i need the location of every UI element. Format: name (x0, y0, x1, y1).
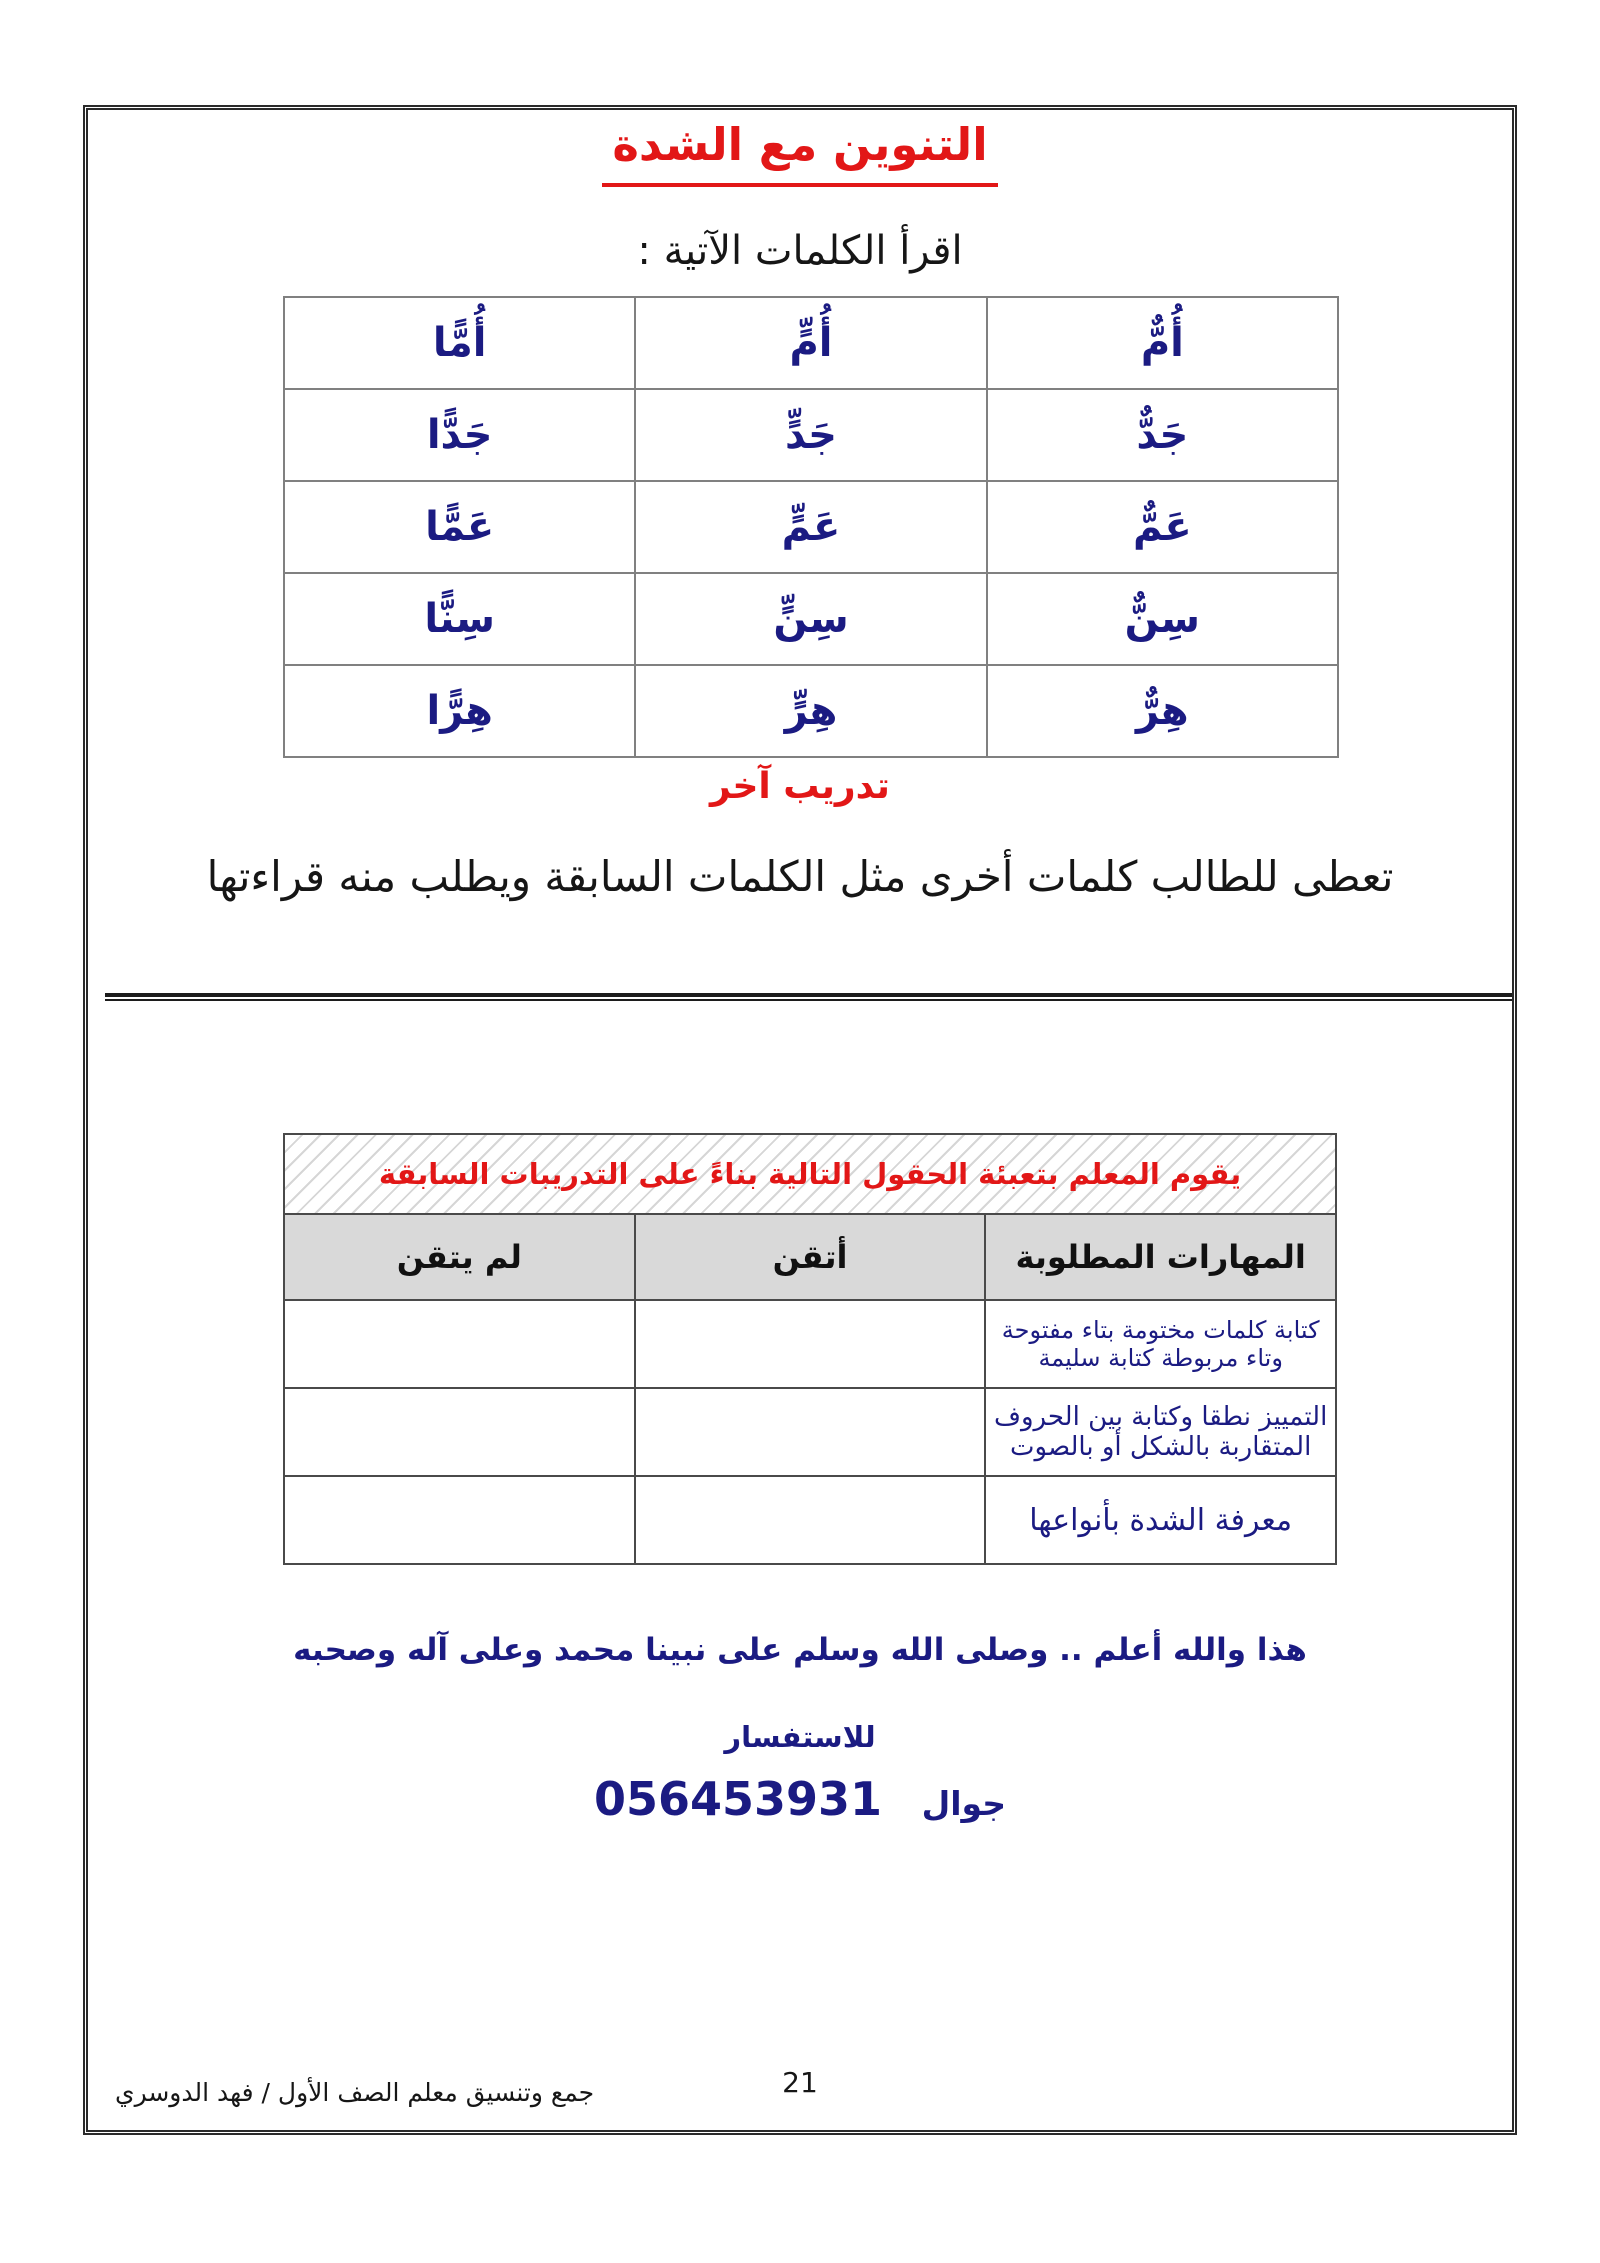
word-cell (284, 481, 635, 573)
table-row (284, 389, 1338, 481)
closing-dua-text: هذا والله أعلم .. وصلى الله وسلم على نبينا محمد وعلى آله وصحبه (293, 1632, 1307, 1668)
word-cell (284, 297, 635, 389)
banner-row (284, 1134, 1336, 1214)
skill-row (284, 1388, 1336, 1476)
word-cell (635, 297, 986, 389)
table-row (284, 573, 1338, 665)
section-divider (105, 993, 1512, 1001)
skill-description: كتابة كلمات مختومة بتاء مفتوحة وتاء مربوطة كتابة سليمة (985, 1300, 1336, 1388)
word-cell (987, 573, 1338, 665)
header-mastered: أتقن (635, 1214, 986, 1300)
empty-cell (284, 1476, 635, 1564)
word: هِرٌّ (1136, 688, 1189, 734)
skill-description: معرفة الشدة بأنواعها (985, 1476, 1336, 1564)
word: عَمٍّ (781, 504, 841, 550)
header-not-mastered: لم يتقن (284, 1214, 635, 1300)
inquiry-label: للاستفسار (724, 1720, 876, 1754)
empty-cell (635, 1476, 986, 1564)
empty-cell (635, 1300, 986, 1388)
phone-label: جوال (921, 1784, 1007, 1823)
word: أُمٍّ (789, 320, 833, 366)
word: جَدًّا (426, 412, 493, 458)
page-title: التنوين مع الشدة (602, 118, 997, 187)
word: سِنٍّ (773, 596, 849, 642)
empty-cell (284, 1300, 635, 1388)
word: أُمًّا (432, 320, 487, 366)
skill-row (284, 1476, 1336, 1564)
instruction-text: اقرأ الكلمات الآتية : (637, 228, 963, 274)
phone-number: 056453931 (593, 1772, 883, 1826)
banner-text: يقوم المعلم بتعبئة الحقول التالية بناءً على التدريبات السابقة (378, 1157, 1242, 1191)
word-cell (284, 573, 635, 665)
words-table (283, 296, 1339, 758)
word-cell (284, 389, 635, 481)
exercise-description: تعطى للطالب كلمات أخرى مثل الكلمات السابقة ويطلب منه قراءتها (206, 852, 1394, 901)
header-row (284, 1214, 1336, 1300)
skill-row (284, 1300, 1336, 1388)
table-row (284, 665, 1338, 757)
header-required-skills: المهارات المطلوبة (985, 1214, 1336, 1300)
word: أُمٌّ (1140, 320, 1184, 366)
word: عَمًّا (425, 504, 495, 550)
word: سِنًّا (424, 596, 496, 642)
exercise-heading: تدريب آخر (710, 766, 890, 807)
word-cell (284, 665, 635, 757)
word: جَدٍّ (785, 412, 837, 458)
word-cell (987, 481, 1338, 573)
title-row (0, 118, 1600, 187)
table-row (284, 297, 1338, 389)
table-row (284, 481, 1338, 573)
word-cell (987, 297, 1338, 389)
phone-line (0, 1772, 1600, 1826)
page-number: 21 (782, 2066, 818, 2099)
skills-assessment-table (283, 1133, 1337, 1565)
word: عَمٌّ (1132, 504, 1192, 550)
word-cell (987, 665, 1338, 757)
banner-cell (284, 1134, 1336, 1214)
word: سِنٌّ (1124, 596, 1200, 642)
word-cell (635, 665, 986, 757)
empty-cell (635, 1388, 986, 1476)
word-cell (635, 481, 986, 573)
skill-description: التمييز نطقا وكتابة بين الحروف المتقاربة بالشكل أو بالصوت (985, 1388, 1336, 1476)
word-cell (635, 389, 986, 481)
word: جَدٌّ (1136, 412, 1189, 458)
word-cell (635, 573, 986, 665)
word: هِرٍّ (784, 688, 838, 734)
word-cell (987, 389, 1338, 481)
footer-credit: جمع وتنسيق معلم الصف الأول / فهد الدوسري (115, 2078, 595, 2107)
word: هِرًّا (426, 688, 493, 734)
empty-cell (284, 1388, 635, 1476)
